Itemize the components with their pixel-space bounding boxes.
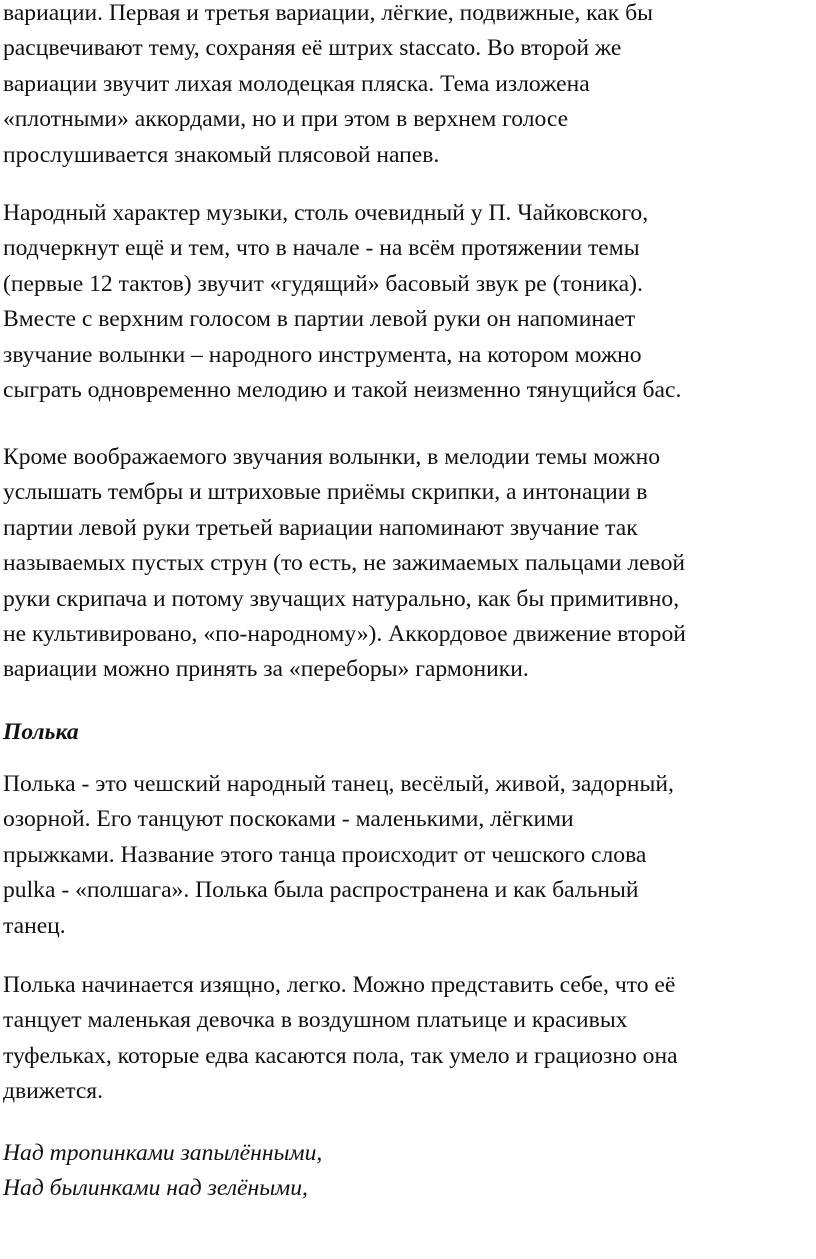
text-line: Полька начинается изящно, легко. Можно представить себе, что её — [3, 972, 676, 998]
text-line: pulka - «полшага». Полька была распространена и как бальный — [3, 877, 639, 904]
text-line: услышать тембры и штриховые приёмы скрипки, а интонации в — [3, 479, 648, 506]
text-line: движется. — [3, 1078, 104, 1105]
text-line: вариации звучит лихая молодецкая пляска. Тема изложена — [3, 70, 590, 97]
text-line: (первые 12 тактов) звучит «гудящий» басовый звук ре (тоника). — [3, 270, 643, 297]
text-line: называемых пустых струн (то есть, не зажимаемых пальцами левой — [3, 550, 686, 577]
text-line: сыграть одновременно мелодию и такой неизменно тянущийся бас. — [3, 377, 682, 404]
text-line: расцвечивают тему, сохраняя её штрих staccato. Во второй же — [3, 35, 622, 62]
paragraph-folk-character — [3, 196, 681, 408]
text-line: Народный характер музыки, столь очевидный у П. Чайковского, — [3, 200, 649, 226]
text-line: звучание волынки – народного инструмента, на котором можно — [3, 341, 642, 368]
paragraph-variations — [3, 0, 653, 173]
text-line: «плотными» аккордами, но и при этом в верхнем голосе — [3, 106, 569, 133]
text-line: прослушивается знакомый плясовой напев. — [3, 141, 440, 168]
text-line: туфельках, которые едва касаются пола, так умело и грациозно она — [3, 1042, 678, 1069]
text-line: Вместе с верхним голосом в партии левой руки он напоминает — [3, 306, 636, 333]
text-line: руки скрипача и потому звучащих натурально, как бы примитивно, — [3, 585, 680, 612]
text-line: Полька - это чешский народный танец, весёлый, живой, задорный, — [3, 771, 674, 797]
poem-line: Над тропинками запылёнными, — [3, 1140, 323, 1166]
text-line: подчеркнут ещё и тем, что в начале - на всём протяжении темы — [3, 235, 640, 262]
text-line: вариации. Первая и третья вариации, лёгкие, подвижные, как бы — [3, 0, 653, 26]
section-heading-polka: Полька — [3, 719, 79, 745]
paragraph-polka-definition — [3, 767, 674, 944]
text-line: озорной. Его танцуют поскоками - маленькими, лёгкими — [3, 806, 574, 833]
text-line: партии левой руки третьей вариации напоминают звучание так — [3, 514, 638, 541]
poem-excerpt — [3, 1136, 322, 1207]
text-line: вариации можно принять за «переборы» гармоники. — [3, 656, 529, 683]
paragraph-bagpipe-violin — [3, 440, 686, 688]
text-line: танцует маленькая девочка в воздушном платьице и красивых — [3, 1007, 628, 1034]
poem-line: Над былинками над зелёными, — [3, 1175, 308, 1202]
text-line: танец. — [3, 912, 66, 939]
text-line: прыжками. Название этого танца происходит от чешского слова — [3, 841, 647, 868]
text-line: не культивировано, «по-народному»). Аккордовое движение второй — [3, 621, 686, 648]
paragraph-polka-image — [3, 968, 678, 1110]
text-line: Кроме воображаемого звучания волынки, в мелодии темы можно — [3, 444, 660, 470]
